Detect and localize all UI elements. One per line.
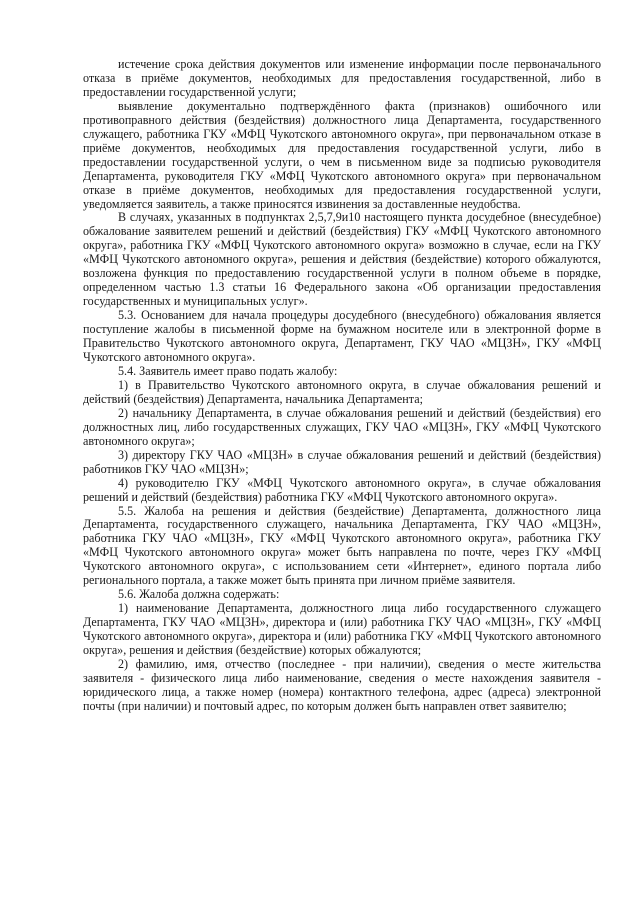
paragraph-5-3: 5.3. Основанием для начала процедуры досудебного (внесудебного) обжалования является поступление жалобы в письменной форме на бумажном носителе или в электронной форме в Правительство Чукотского автономного округа, Департамент, ГКУ ЧАО «МЦЗН», ГКУ «МФЦ Чукотского автономного округа». [83,308,601,365]
paragraph-5-4-item-2: 2) начальнику Департамента, в случае обжалования решений и действий (бездействия) его должностных лиц, либо государственных служащих, ГКУ ЧАО «МЦЗН», ГКУ «МФЦ Чукотского автономного округа»; [83,405,601,448]
paragraph-5-4: 5.4. Заявитель имеет право подать жалобу: [118,363,338,378]
paragraph-5-4-item-3: 3) директору ГКУ ЧАО «МЦЗН» в случае обжалования решений и действий (бездействия) работников ГКУ ЧАО «МЦЗН»; [83,447,601,476]
paragraph-5-6-item-1: 1) наименование Департамента, должностного лица либо государственного служащего Департамента, ГКУ ЧАО «МЦЗН», директора и (или) работника ГКУ ЧАО «МЦЗН», ГКУ «МФЦ Чукотского автономного округа», директора и (или) работника ГКУ «МФЦ Чукотского автономного округа», решения и действия (бездействие) которых обжалуются; [83,601,601,658]
document-body [83,58,601,714]
paragraph-mfc-appeal-cases: В случаях, указанных в подпунктах 2,5,7,9и10 настоящего пункта досудебное (внесудебное) обжалование заявителем решений и действий (бездействия) ГКУ «МФЦ Чукотского автономного округа», работника ГКУ «МФЦ Чукотского автономного округа» возможно в случае, если на ГКУ «МФЦ Чукотского автономного округа», решения и действия (бездействие) которого обжалуются, возложена функция по предоставлению государственной услуги в полном объеме в порядке, определенном частью 1.3 статьи 16 Федерального закона «Об организации предоставления государственных и муниципальных услуг». [83,210,601,309]
paragraph-5-6-item-2: 2) фамилию, имя, отчество (последнее - при наличии), сведения о месте жительства заявителя - физического лица либо наименование, сведения о месте нахождения заявителя - юридического лица, а также номер (номера) контактного телефона, адрес (адреса) электронной почты (при наличии) и почтовый адрес, по которым должен быть направлен ответ заявителю; [83,656,601,713]
paragraph-document-expiry: истечение срока действия документов или изменение информации после первоначального отказа в приёме документов, необходимых для предоставления государственной, либо в предоставлении государственной услуги; [83,57,601,99]
paragraph-erroneous-action: выявление документально подтверждённого факта (признаков) ошибочного или противоправного действия (бездействия) должностного лица Департамента, государственного служащего, работника ГКУ «МФЦ Чукотского автономного округа», при первоначальном отказе в приёме документов, необходимых для предоставления государственной услуги, либо в предоставлении государственной услуги, о чем в письменном виде за подписью руководителя Департамента, руководителя ГКУ «МФЦ Чукотского автономного округа» при первоначальном отказе в приёме документов, необходимых для предоставления государственной услуги, уведомляется заявитель, а также приносятся извинения за доставленные неудобства. [83,98,601,211]
paragraph-5-6: 5.6. Жалоба должна содержать: [118,587,280,602]
paragraph-5-4-item-1: 1) в Правительство Чукотского автономного округа, в случае обжалования решений и действий (бездействия) Департамента, начальника Департамента; [83,377,601,406]
paragraph-5-4-item-4: 4) руководителю ГКУ «МФЦ Чукотского автономного округа», в случае обжалования решений и действий (бездействия) работника ГКУ «МФЦ Чукотского автономного округа». [83,475,601,504]
paragraph-5-5: 5.5. Жалоба на решения и действия (бездействие) Департамента, должностного лица Департамента, государственного служащего, начальника Департамента, ГКУ ЧАО «МЦЗН», работника ГКУ ЧАО «МЦЗН», ГКУ «МФЦ Чукотского автономного округа», работника ГКУ «МФЦ Чукотского автономного округа» может быть направлена по почте, через ГКУ «МФЦ Чукотского автономного округа», с использованием сети «Интернет», единого портала либо регионального портала, а также может быть принята при личном приёме заявителя. [83,503,601,588]
